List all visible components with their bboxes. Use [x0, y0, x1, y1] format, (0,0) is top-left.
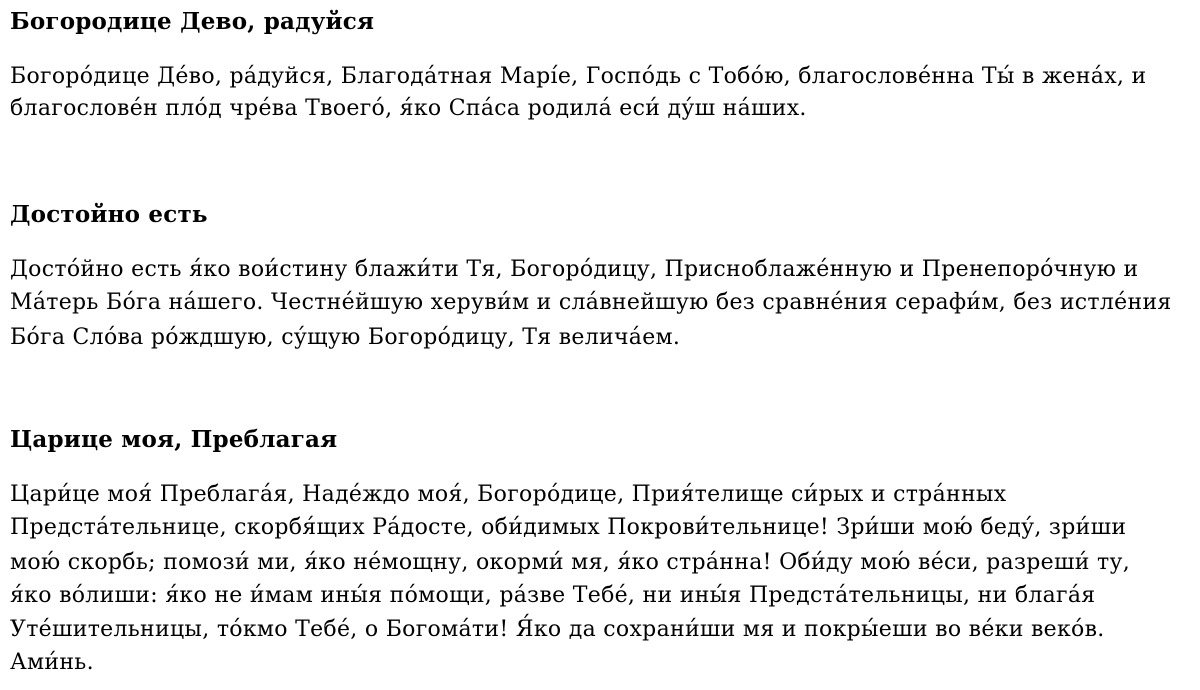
prayer-title-dostoyno: Достойно есть	[10, 201, 208, 228]
prayer-line: Уте́шительницы, то́кмо Тебе́, о Богома́ти! Я́ко да сохрани́ши мя и покры́еши во ве́ки веко́в.	[10, 617, 1105, 642]
prayer-line: Предста́тельнице, скорбя́щих Ра́досте, оби́димых Покрови́тельнице! Зри́ши мою́ беду́, зри́ши	[10, 515, 1127, 540]
prayer-line: я́ко во́лиши: я́ко не и́мам ины́я по́мощи, ра́зве Тебе́, ни ины́я Предста́тельницы, ни блага́я	[10, 583, 1096, 608]
prayer-title-bogoroditse: Богородице Дево, радуйся	[10, 8, 375, 35]
prayer-line: Бо́га Сло́ва ро́ждшую, су́щую Богоро́дицу, Тя велича́ем.	[10, 325, 681, 350]
prayer-line: благослове́н пло́д чре́ва Твоего́, я́ко Спа́са родила́ еси́ ду́ш на́ших.	[10, 96, 807, 121]
prayer-line: мою́ скорбь; помози́ ми, я́ко не́мощну, окорми́ мя, я́ко стра́нна! Оби́ду мою́ ве́си, разреши́ ту,	[10, 550, 1130, 575]
prayer-line: Ма́терь Бо́га на́шего. Честне́йшую херуви́м и сла́внейшую без сравне́ния серафи́м, без истле́ния	[10, 290, 1172, 315]
prayer-title-tsaritse: Царице моя, Преблагая	[10, 426, 338, 453]
prayer-line: Ами́нь.	[10, 650, 94, 675]
prayer-line: Цари́це моя́ Преблага́я, Наде́ждо моя́, Богоро́дице, Прия́телище си́рых и стра́нных	[10, 482, 1007, 507]
prayer-line: Досто́йно есть я́ко вои́стину блажи́ти Тя, Богоро́дицу, Присноблаже́нную и Пренепоро́чную и	[10, 257, 1139, 282]
prayer-line: Богоро́дице Де́во, ра́дуйся, Благода́тная Марı́е, Госпо́дь с Тобо́ю, благослове́нна Ты́ в жена́х, и	[10, 64, 1147, 89]
